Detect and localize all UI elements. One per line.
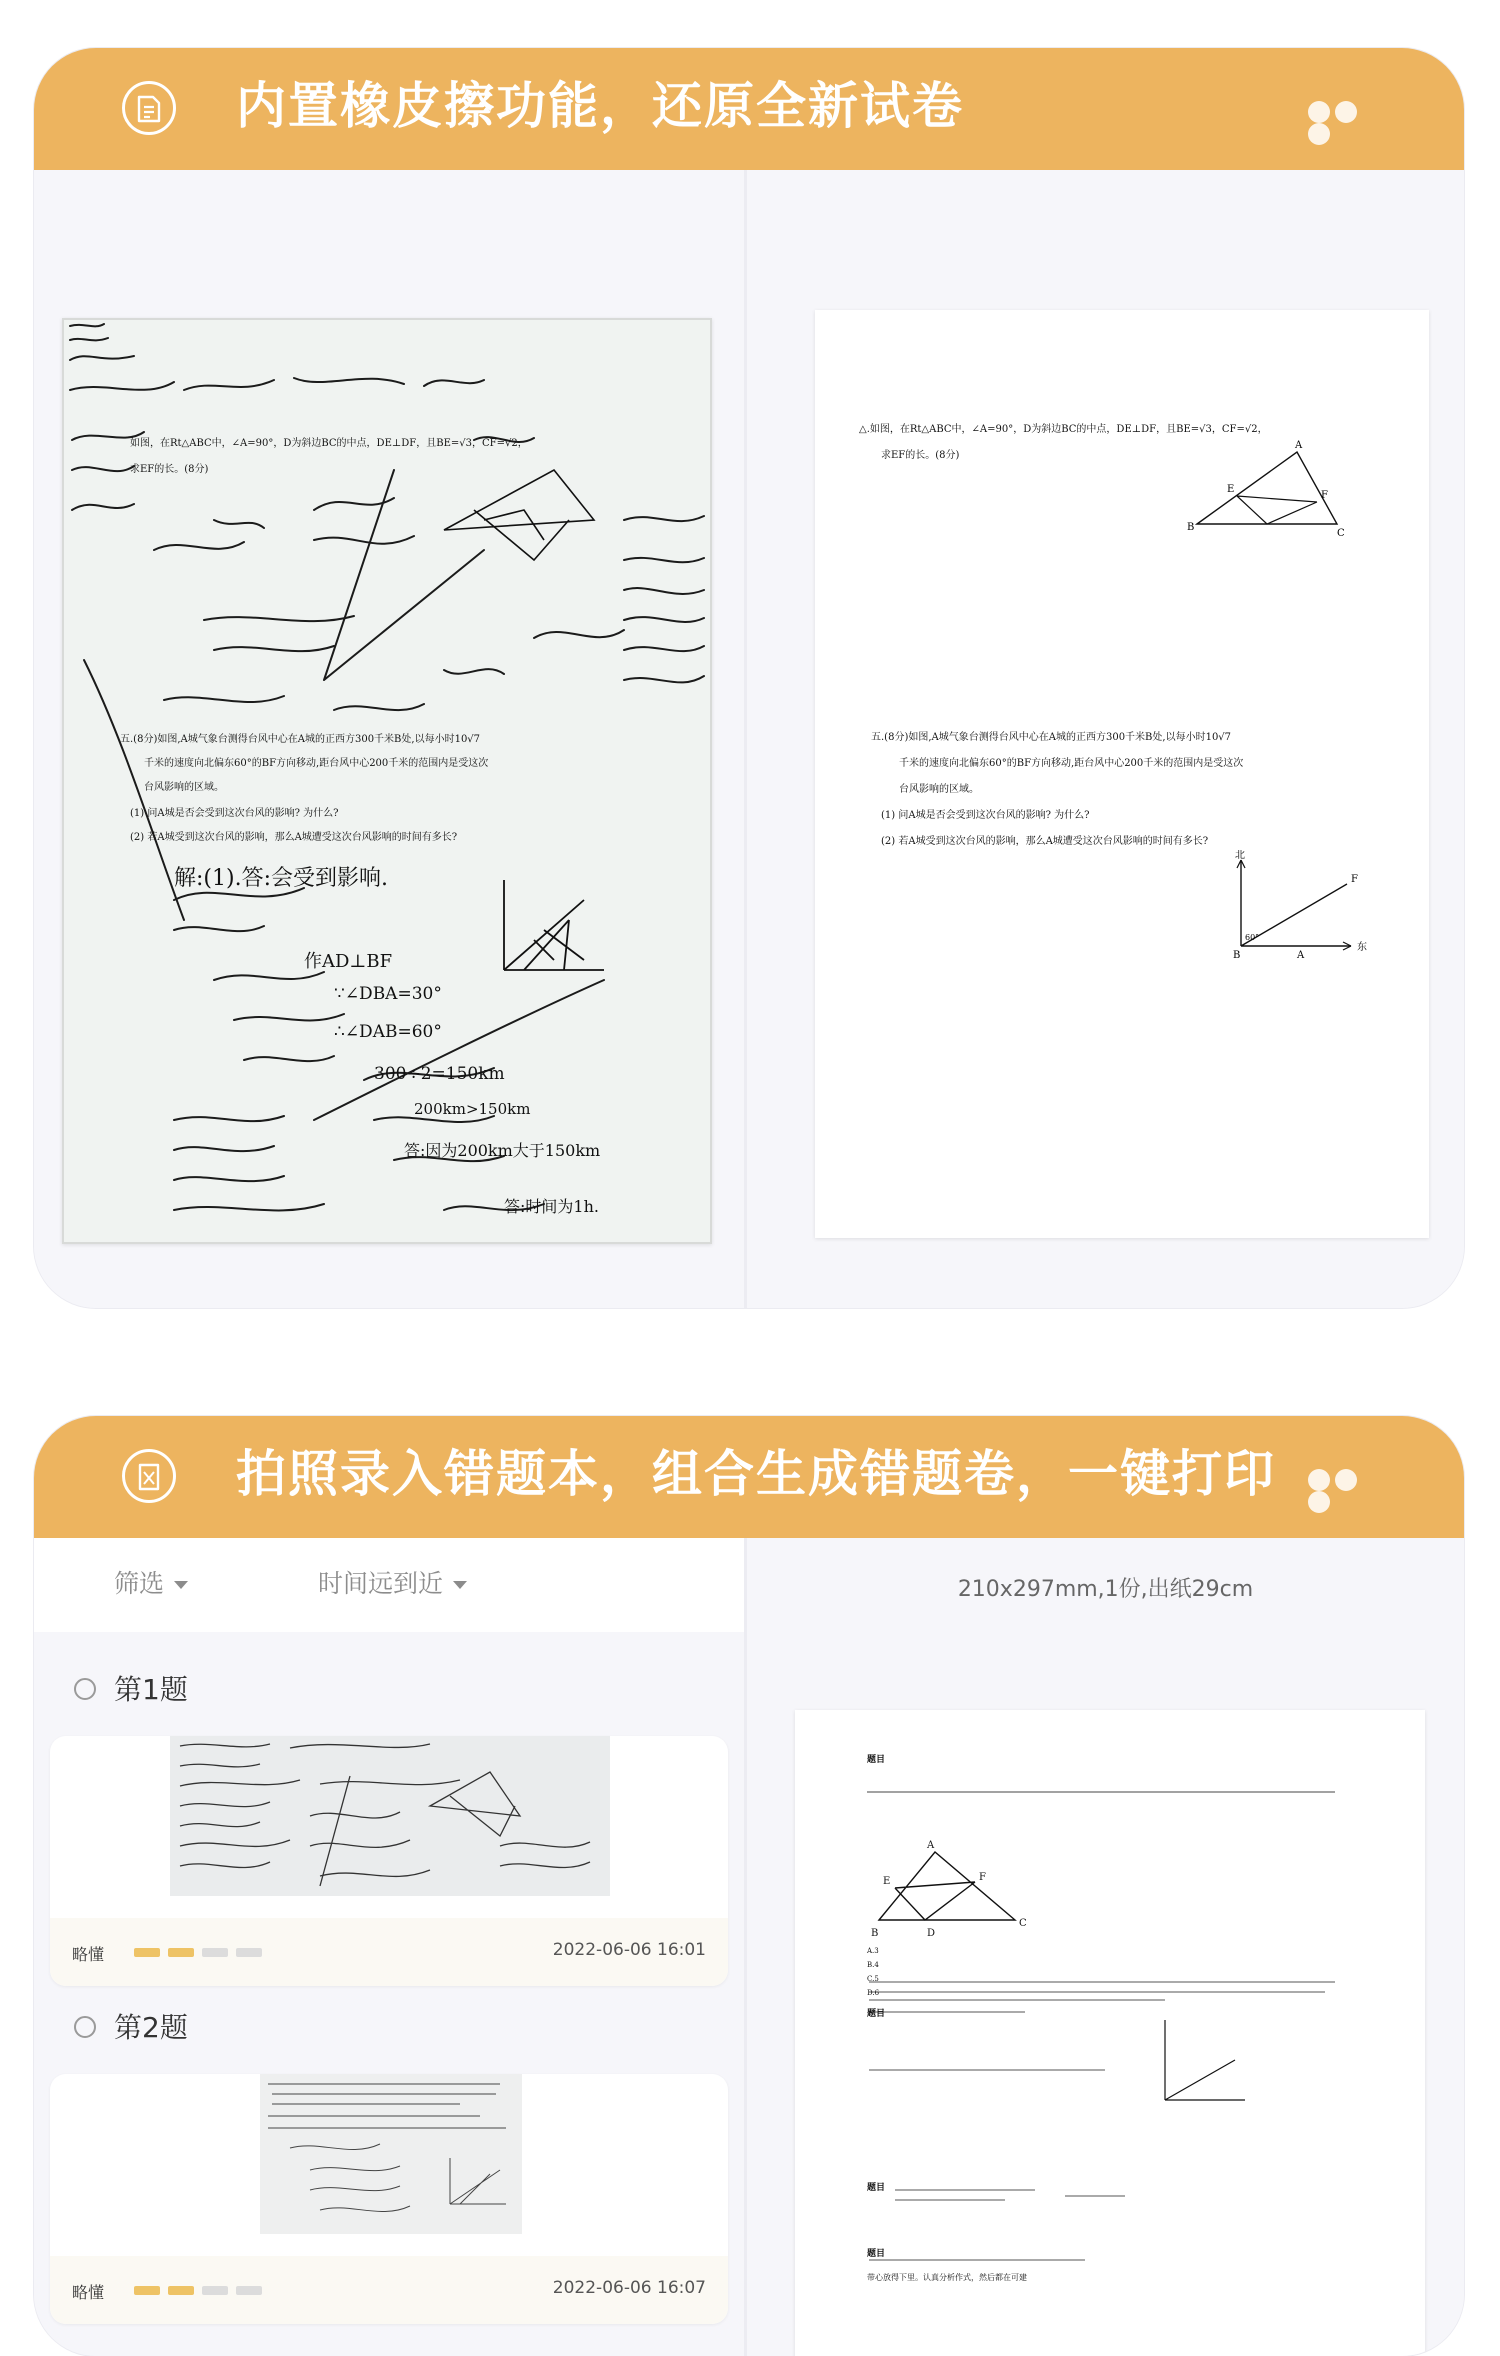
exam-q5-line: 千米的速度向北偏东60°的BF方向移动,距台风中心200千米的范围内是受这次 bbox=[144, 758, 489, 769]
clean-q5-line: (1) 问A城是否会受到这次台风的影响? 为什么? bbox=[881, 810, 1090, 821]
feature-card-eraser bbox=[34, 48, 1464, 1308]
clean-question-4-text: △.如图，在Rt△ABC中，∠A=90°，D为斜边BC的中点，DE⊥DF，且BE=√3，CF=√2， bbox=[859, 424, 1268, 435]
mastery-label: 略懂 bbox=[72, 2283, 105, 2302]
exam-q5-line: 五.(8分)如图,A城气象台测得台风中心在A城的正西方300千米B处,以每小时10√7 bbox=[120, 734, 481, 745]
print-icon bbox=[122, 1449, 176, 1503]
svg-text:A: A bbox=[1295, 440, 1303, 451]
preview-option: A.3 bbox=[867, 1947, 879, 1955]
filter-dropdown[interactable] bbox=[114, 1566, 188, 1602]
svg-text:B: B bbox=[871, 1928, 879, 1939]
more-dots-icon[interactable] bbox=[1308, 101, 1384, 125]
photographed-exam-sheet bbox=[62, 318, 712, 1244]
exam-q5-line: 台风影响的区域。 bbox=[144, 782, 224, 793]
question-card[interactable] bbox=[50, 2074, 728, 2324]
svg-text:E: E bbox=[883, 1876, 891, 1887]
preview-option: B.4 bbox=[867, 1961, 879, 1969]
question-footer bbox=[50, 2256, 728, 2324]
svg-text:B: B bbox=[1187, 522, 1195, 533]
preview-option: D.6 bbox=[867, 1989, 880, 1997]
mistake-list-pane bbox=[34, 1538, 744, 2356]
mastery-level-bar bbox=[134, 1948, 270, 1957]
east-label: 东 bbox=[1357, 942, 1367, 953]
card-header bbox=[34, 48, 1464, 170]
question-date: 2022-06-06 16:07 bbox=[552, 2278, 706, 2298]
feature-title: 拍照录入错题本，组合生成错题卷，一键打印 bbox=[236, 1445, 1276, 1503]
chevron-down-icon bbox=[453, 1581, 467, 1589]
sort-dropdown[interactable] bbox=[318, 1566, 467, 1602]
after-pane bbox=[747, 170, 1464, 1308]
exam-q5-line: (1) 问A城是否会受到这次台风的影响? 为什么? bbox=[130, 808, 339, 819]
sort-label: 时间远到近 bbox=[318, 1569, 444, 1598]
preview-heading: 题目 bbox=[867, 1755, 886, 1765]
triangle-figure bbox=[1187, 440, 1347, 540]
preview-content bbox=[865, 1770, 1385, 2356]
exam-q5-line: (2) 若A城受到这次台风的影响，那么A城遭受这次台风影响的时间有多长? bbox=[130, 832, 458, 843]
preview-option: C.5 bbox=[867, 1975, 879, 1983]
card-header bbox=[34, 1416, 1464, 1538]
question-card[interactable] bbox=[50, 1736, 728, 1986]
svg-text:C: C bbox=[1019, 1918, 1027, 1929]
question-date: 2022-06-06 16:01 bbox=[552, 1940, 706, 1960]
chevron-down-icon bbox=[174, 1581, 188, 1589]
question-photo bbox=[170, 1736, 610, 1896]
select-radio[interactable] bbox=[74, 2016, 96, 2038]
svg-text:D: D bbox=[927, 1928, 936, 1939]
before-pane bbox=[34, 170, 744, 1308]
mastery-label: 略懂 bbox=[72, 1945, 105, 1964]
handwritten-answer: 作AD⊥BF bbox=[304, 951, 393, 972]
exam-question-4-text: 如图，在Rt△ABC中，∠A=90°，D为斜边BC的中点，DE⊥DF，且BE=√3，CF=√2， bbox=[130, 438, 528, 449]
clean-q5-line: 五.(8分)如图,A城气象台测得台风中心在A城的正西方300千米B处,以每小时10√7 bbox=[871, 732, 1232, 743]
question-label: 第2题 bbox=[114, 2011, 188, 2044]
clean-q5-line: 千米的速度向北偏东60°的BF方向移动,距台风中心200千米的范围内是受这次 bbox=[899, 758, 1244, 769]
print-preview-pane bbox=[747, 1538, 1464, 2356]
question-label: 第1题 bbox=[114, 1673, 188, 1706]
point-f-label: F bbox=[1351, 874, 1358, 885]
mastery-level-bar bbox=[134, 2286, 270, 2295]
point-b-label: B bbox=[1233, 950, 1241, 960]
print-preview-sheet bbox=[795, 1710, 1425, 2356]
more-dots-icon[interactable] bbox=[1308, 1469, 1384, 1493]
handwritten-answer: 300÷2=150km bbox=[374, 1064, 505, 1084]
angle-label: 60° bbox=[1245, 933, 1260, 942]
typhoon-figure bbox=[1227, 850, 1377, 960]
svg-text:F: F bbox=[979, 1872, 986, 1883]
preview-tip: 带心放得下里。认真分析作式，然后都在可建 bbox=[867, 2273, 1027, 2282]
handwritten-answer: ∴∠DAB=60° bbox=[334, 1022, 442, 1042]
handwritten-answer: 答:时间为1h. bbox=[504, 1197, 599, 1216]
svg-text:E: E bbox=[1227, 484, 1235, 495]
question-footer bbox=[50, 1918, 728, 1986]
feature-card-mistake-book bbox=[34, 1416, 1464, 2356]
handwritten-answer: ∵∠DBA=30° bbox=[334, 984, 442, 1004]
preview-heading: 题目 bbox=[867, 2183, 886, 2193]
svg-text:C: C bbox=[1337, 528, 1345, 539]
question-photo bbox=[260, 2074, 522, 2234]
svg-text:F: F bbox=[1321, 490, 1328, 501]
point-a-label: A bbox=[1297, 950, 1305, 960]
svg-text:A: A bbox=[927, 1840, 935, 1851]
handwritten-answer: 解:(1).答:会受到影响. bbox=[174, 866, 388, 891]
handwritten-answer: 答:因为200km大于150km bbox=[404, 1141, 601, 1160]
filter-label: 筛选 bbox=[114, 1569, 165, 1598]
preview-heading: 题目 bbox=[867, 2009, 886, 2019]
filter-bar bbox=[34, 1538, 744, 1632]
clean-exam-sheet bbox=[815, 310, 1429, 1238]
clean-question-4-ask: 求EF的长。(8分) bbox=[881, 450, 960, 461]
preview-heading: 题目 bbox=[867, 2249, 886, 2259]
north-label: 北 bbox=[1235, 850, 1245, 861]
print-settings-info: 210x297mm,1份,出纸29cm bbox=[957, 1577, 1254, 1602]
feature-title: 内置橡皮擦功能，还原全新试卷 bbox=[236, 77, 964, 135]
select-radio[interactable] bbox=[74, 1678, 96, 1700]
handwritten-answer: 200km>150km bbox=[414, 1100, 531, 1118]
clean-q5-line: 台风影响的区域。 bbox=[899, 784, 979, 795]
clean-q5-line: (2) 若A城受到这次台风的影响，那么A城遭受这次台风影响的时间有多长? bbox=[881, 836, 1209, 847]
exam-question-4-ask: 求EF的长。(8分) bbox=[130, 464, 209, 475]
document-icon bbox=[122, 81, 176, 135]
